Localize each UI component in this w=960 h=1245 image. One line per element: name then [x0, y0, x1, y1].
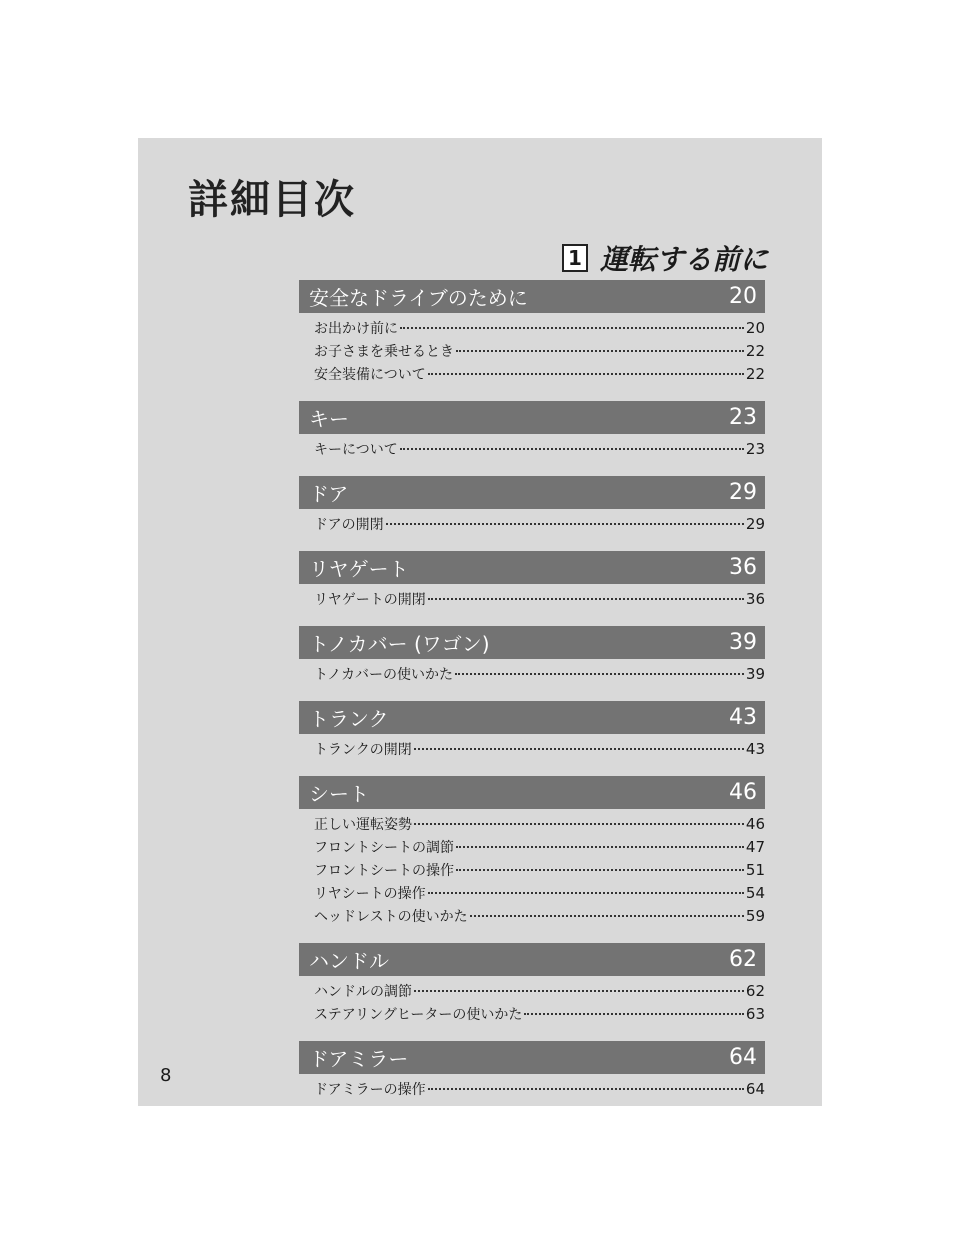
dot-leader: [456, 350, 744, 352]
section-header[interactable]: [299, 280, 765, 313]
section-header[interactable]: [299, 701, 765, 734]
chapter-title: 運転する前に: [599, 243, 768, 276]
entry-label: 安全装備について: [314, 367, 426, 383]
entry-label: フロントシートの調節: [314, 840, 454, 856]
dot-leader: [428, 1088, 744, 1090]
section-header[interactable]: [299, 1041, 765, 1074]
toc-section: [299, 943, 765, 1026]
dot-leader: [456, 846, 744, 848]
toc-section: [299, 551, 765, 611]
dot-leader: [400, 327, 744, 329]
dot-leader: [414, 990, 744, 992]
entry-page: 23: [745, 440, 765, 458]
toc-entry[interactable]: [314, 1078, 765, 1101]
entry-page: 29: [745, 515, 765, 533]
section-page: 62: [729, 947, 757, 972]
dot-leader: [428, 598, 744, 600]
chapter-number-badge: 1: [562, 244, 588, 272]
dot-leader: [455, 673, 744, 675]
entry-label: ドアの開閉: [314, 517, 384, 533]
section-entries: [299, 976, 765, 1026]
toc-entry[interactable]: [314, 882, 765, 905]
entry-label: リヤシートの操作: [314, 886, 426, 902]
section-page: 20: [729, 284, 757, 309]
entry-label: リヤゲートの開閉: [314, 592, 426, 608]
section-title: トノカバー (ワゴン): [309, 632, 490, 656]
entry-page: 22: [745, 365, 765, 383]
section-header[interactable]: [299, 626, 765, 659]
entry-label: お子さまを乗せるとき: [314, 344, 454, 360]
toc-entry[interactable]: [314, 317, 765, 340]
toc-entry[interactable]: [314, 1003, 765, 1026]
entry-label: ステアリングヒーターの使いかた: [314, 1007, 523, 1023]
section-header[interactable]: [299, 476, 765, 509]
entry-page: 62: [745, 982, 765, 1000]
entry-page: 64: [745, 1080, 765, 1098]
toc-entry[interactable]: [314, 980, 765, 1003]
entry-page: 47: [745, 838, 765, 856]
entry-label: トノカバーの使いかた: [314, 667, 454, 683]
entry-label: トランクの開閉: [314, 742, 412, 758]
section-page: 29: [729, 480, 757, 505]
entry-label: ヘッドレストの使いかた: [314, 909, 468, 925]
section-entries: [299, 313, 765, 386]
section-title: シート: [309, 782, 369, 806]
section-title: キー: [309, 407, 349, 431]
page-title: 詳細目次: [188, 177, 356, 223]
entry-page: 22: [745, 342, 765, 360]
toc-section: [299, 701, 765, 761]
toc-section: [299, 280, 765, 386]
section-page: 43: [729, 705, 757, 730]
entry-label: フロントシートの操作: [314, 863, 454, 879]
section-title: 安全なドライブのために: [309, 286, 528, 310]
dot-leader: [428, 373, 744, 375]
toc-entry[interactable]: [314, 813, 765, 836]
entry-page: 43: [745, 740, 765, 758]
dot-leader: [400, 448, 744, 450]
section-header[interactable]: [299, 551, 765, 584]
section-entries: [299, 509, 765, 536]
section-entries: [299, 434, 765, 461]
chapter-heading: [562, 238, 768, 278]
entry-label: ハンドルの調節: [314, 984, 412, 1000]
section-title: ドア: [309, 482, 349, 506]
toc-section: [299, 776, 765, 928]
toc-entry[interactable]: [314, 738, 765, 761]
toc-entry[interactable]: [314, 905, 765, 928]
toc-entry[interactable]: [314, 663, 765, 686]
table-of-contents: [299, 280, 765, 1116]
toc-section: [299, 401, 765, 461]
section-title: トランク: [309, 707, 389, 731]
entry-label: ドアミラーの操作: [314, 1082, 426, 1098]
section-title: リヤゲート: [309, 557, 409, 581]
section-entries: [299, 1074, 765, 1101]
entry-label: 正しい運転姿勢: [314, 817, 412, 833]
dot-leader: [524, 1013, 744, 1015]
entry-label: お出かけ前に: [314, 321, 398, 337]
dot-leader: [428, 892, 744, 894]
entry-page: 54: [745, 884, 765, 902]
dot-leader: [456, 869, 744, 871]
section-entries: [299, 809, 765, 928]
toc-entry[interactable]: [314, 588, 765, 611]
document-page: [138, 138, 822, 1106]
section-title: ドアミラー: [309, 1047, 409, 1071]
entry-label: キーについて: [314, 442, 398, 458]
entry-page: 59: [745, 907, 765, 925]
section-entries: [299, 734, 765, 761]
section-entries: [299, 659, 765, 686]
section-page: 46: [729, 780, 757, 805]
dot-leader: [470, 915, 744, 917]
dot-leader: [414, 748, 744, 750]
toc-entry[interactable]: [314, 340, 765, 363]
entry-page: 51: [745, 861, 765, 879]
entry-page: 63: [745, 1005, 765, 1023]
toc-entry[interactable]: [314, 513, 765, 536]
section-header[interactable]: [299, 401, 765, 434]
toc-section: [299, 476, 765, 536]
entry-page: 39: [745, 665, 765, 683]
page-number: 8: [160, 1065, 172, 1086]
toc-entry[interactable]: [314, 859, 765, 882]
entry-page: 36: [745, 590, 765, 608]
dot-leader: [386, 523, 744, 525]
toc-entry[interactable]: [314, 836, 765, 859]
section-page: 36: [729, 555, 757, 580]
toc-section: [299, 626, 765, 686]
section-header[interactable]: [299, 776, 765, 809]
entry-page: 20: [745, 319, 765, 337]
entry-page: 46: [745, 815, 765, 833]
toc-section: [299, 1041, 765, 1101]
section-page: 64: [729, 1045, 757, 1070]
section-page: 39: [729, 630, 757, 655]
toc-entry[interactable]: [314, 438, 765, 461]
section-entries: [299, 584, 765, 611]
dot-leader: [414, 823, 744, 825]
section-title: ハンドル: [309, 949, 389, 973]
section-page: 23: [729, 405, 757, 430]
section-header[interactable]: [299, 943, 765, 976]
toc-entry[interactable]: [314, 363, 765, 386]
